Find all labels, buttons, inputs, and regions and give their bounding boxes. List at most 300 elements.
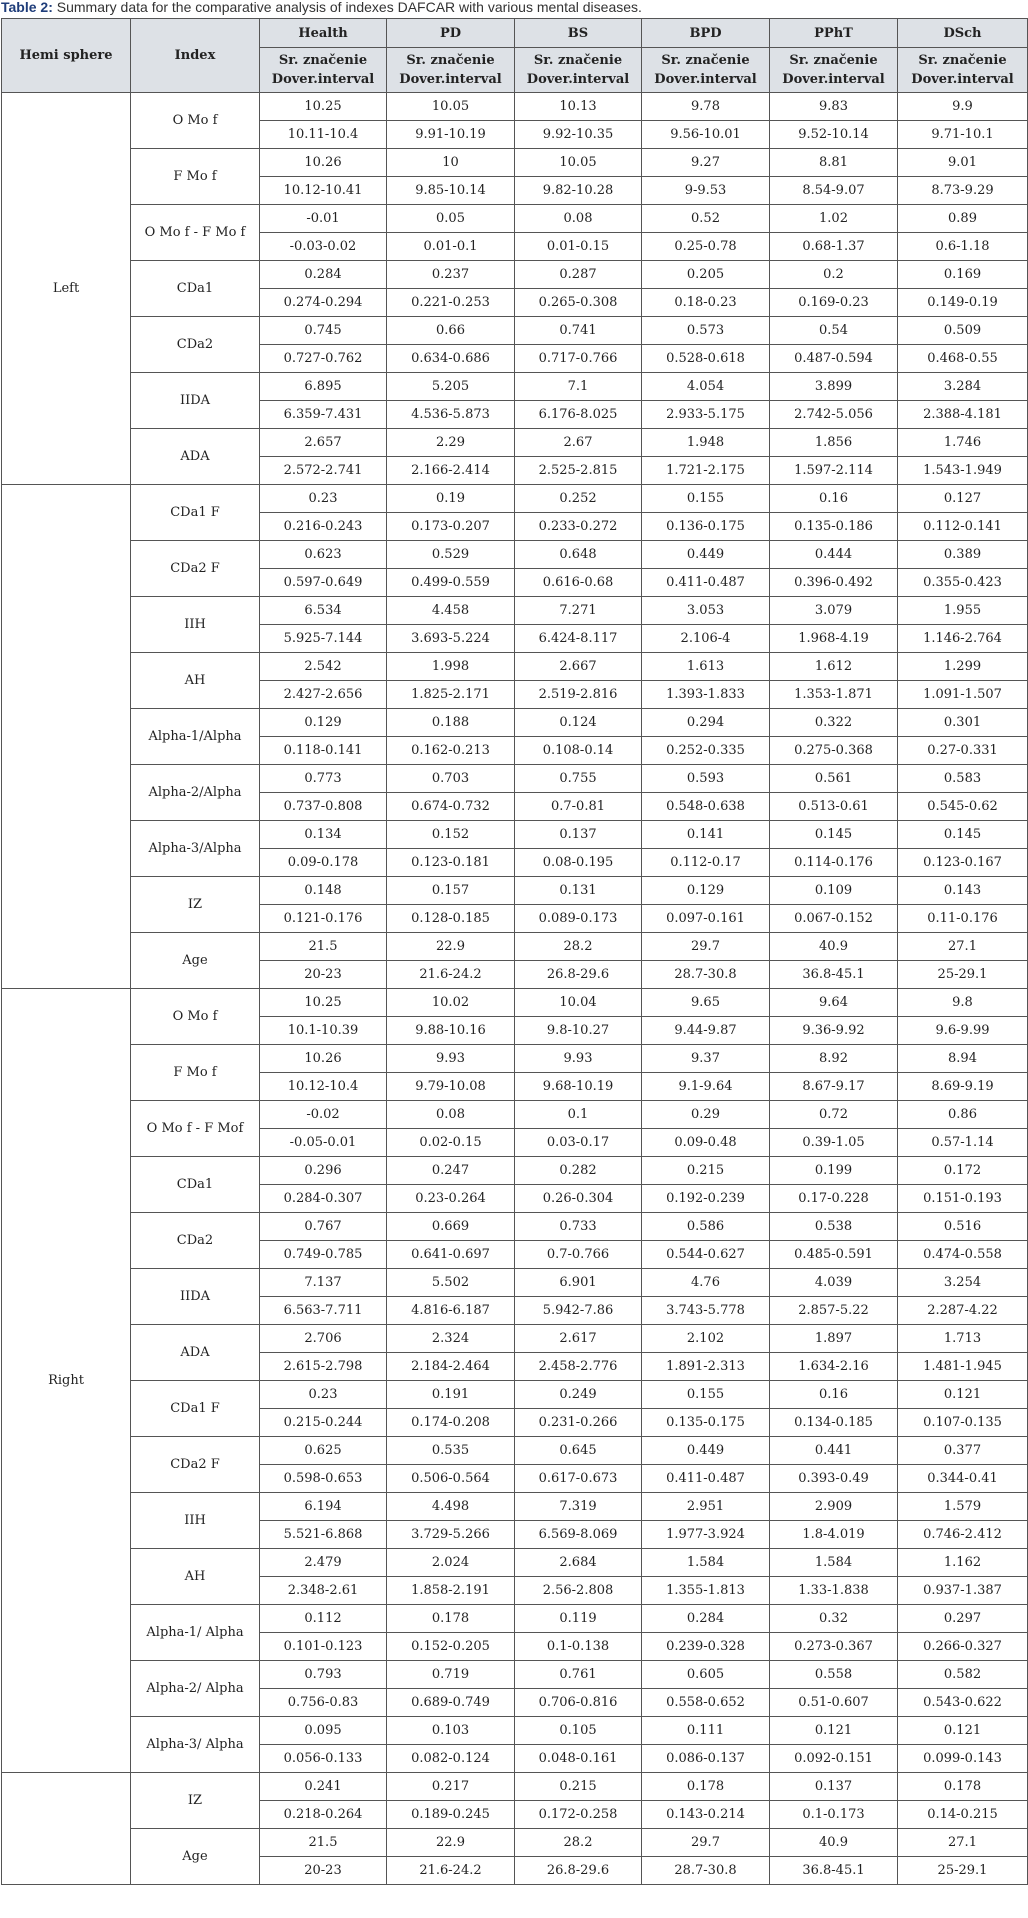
subheader-interval-label: Dover.interval: [271, 72, 375, 87]
mean-value-cell: 1.584: [642, 1549, 770, 1577]
interval-value-cell: 0.7-0.766: [515, 1241, 642, 1269]
mean-value-cell: 0.89: [898, 205, 1028, 233]
mean-value-cell: 0.237: [387, 261, 515, 289]
mean-value-cell: 0.252: [515, 485, 642, 513]
interval-value-cell: 9.79-10.08: [387, 1073, 515, 1101]
interval-value-cell: 0.468-0.55: [898, 345, 1028, 373]
header-column: PPhT: [770, 19, 898, 48]
index-cell: ADA: [131, 429, 260, 485]
interval-value-cell: 0.717-0.766: [515, 345, 642, 373]
interval-value-cell: 9.91-10.19: [387, 121, 515, 149]
interval-value-cell: 9.85-10.14: [387, 177, 515, 205]
interval-value-cell: 0.506-0.564: [387, 1465, 515, 1493]
mean-value-cell: 0.148: [260, 877, 387, 905]
hemisphere-cell: [2, 485, 131, 989]
interval-value-cell: 0.727-0.762: [260, 345, 387, 373]
table-row: [2, 989, 1028, 1017]
interval-value-cell: 0.03-0.17: [515, 1129, 642, 1157]
mean-value-cell: 0.157: [387, 877, 515, 905]
mean-value-cell: 1.299: [898, 653, 1028, 681]
mean-value-cell: 8.92: [770, 1045, 898, 1073]
mean-value-cell: 0.145: [770, 821, 898, 849]
interval-value-cell: 36.8-45.1: [770, 1857, 898, 1885]
interval-value-cell: 0.548-0.638: [642, 793, 770, 821]
interval-value-cell: 26.8-29.6: [515, 1857, 642, 1885]
interval-value-cell: 0.485-0.591: [770, 1241, 898, 1269]
mean-value-cell: 2.102: [642, 1325, 770, 1353]
mean-value-cell: 9.01: [898, 149, 1028, 177]
interval-value-cell: 0.6-1.18: [898, 233, 1028, 261]
table-row: [2, 1773, 1028, 1801]
index-cell: Alpha-3/ Alpha: [131, 1717, 260, 1773]
mean-value-cell: 0.284: [642, 1605, 770, 1633]
mean-value-cell: 0.23: [260, 485, 387, 513]
hemisphere-cell: [2, 1773, 131, 1885]
index-cell: CDa1: [131, 1157, 260, 1213]
interval-value-cell: 2.388-4.181: [898, 401, 1028, 429]
interval-value-cell: 0.689-0.749: [387, 1689, 515, 1717]
mean-value-cell: 0.129: [642, 877, 770, 905]
interval-value-cell: 0.1-0.138: [515, 1633, 642, 1661]
mean-value-cell: 0.755: [515, 765, 642, 793]
mean-value-cell: 0.648: [515, 541, 642, 569]
mean-value-cell: 0.29: [642, 1101, 770, 1129]
mean-value-cell: 0.143: [898, 877, 1028, 905]
table-row: [2, 1213, 1028, 1241]
mean-value-cell: 0.131: [515, 877, 642, 905]
interval-value-cell: 9-9.53: [642, 177, 770, 205]
interval-value-cell: 0.231-0.266: [515, 1409, 642, 1437]
header-column: BPD: [642, 19, 770, 48]
mean-value-cell: 0.141: [642, 821, 770, 849]
table-row: [2, 149, 1028, 177]
subheader-mean-label: Sr. značenie: [661, 53, 750, 68]
mean-value-cell: 0.605: [642, 1661, 770, 1689]
header-subheader: [642, 48, 770, 93]
mean-value-cell: 0.593: [642, 765, 770, 793]
interval-value-cell: 0.737-0.808: [260, 793, 387, 821]
mean-value-cell: 0.761: [515, 1661, 642, 1689]
interval-value-cell: 9.68-10.19: [515, 1073, 642, 1101]
interval-value-cell: 0.114-0.176: [770, 849, 898, 877]
mean-value-cell: 0.169: [898, 261, 1028, 289]
mean-value-cell: 1.856: [770, 429, 898, 457]
subheader-interval-label: Dover.interval: [654, 72, 757, 87]
interval-value-cell: 0.275-0.368: [770, 737, 898, 765]
interval-value-cell: 6.424-8.117: [515, 625, 642, 653]
interval-value-cell: 0.02-0.15: [387, 1129, 515, 1157]
mean-value-cell: 4.458: [387, 597, 515, 625]
interval-value-cell: 0.937-1.387: [898, 1577, 1028, 1605]
mean-value-cell: 2.909: [770, 1493, 898, 1521]
header-column: Health: [260, 19, 387, 48]
index-cell: ADA: [131, 1325, 260, 1381]
interval-value-cell: 9.88-10.16: [387, 1017, 515, 1045]
interval-value-cell: 20-23: [260, 961, 387, 989]
interval-value-cell: 9.1-9.64: [642, 1073, 770, 1101]
interval-value-cell: 4.816-6.187: [387, 1297, 515, 1325]
interval-value-cell: 1.825-2.171: [387, 681, 515, 709]
subheader-mean-label: Sr. značenie: [533, 53, 623, 68]
index-cell: Alpha-3/Alpha: [131, 821, 260, 877]
interval-value-cell: 1.721-2.175: [642, 457, 770, 485]
mean-value-cell: 4.054: [642, 373, 770, 401]
mean-value-cell: 0.32: [770, 1605, 898, 1633]
mean-value-cell: 0.449: [642, 541, 770, 569]
interval-value-cell: 0.39-1.05: [770, 1129, 898, 1157]
interval-value-cell: 0.396-0.492: [770, 569, 898, 597]
interval-value-cell: 0.048-0.161: [515, 1745, 642, 1773]
table-row: [2, 485, 1028, 513]
mean-value-cell: 0.08: [387, 1101, 515, 1129]
mean-value-cell: 0.509: [898, 317, 1028, 345]
mean-value-cell: 0.558: [770, 1661, 898, 1689]
mean-value-cell: 29.7: [642, 933, 770, 961]
interval-value-cell: 6.569-8.069: [515, 1521, 642, 1549]
subheader-interval-label: Dover.interval: [911, 72, 1014, 87]
table-row: [2, 933, 1028, 961]
index-cell: Alpha-2/ Alpha: [131, 1661, 260, 1717]
interval-value-cell: 9.8-10.27: [515, 1017, 642, 1045]
mean-value-cell: 1.613: [642, 653, 770, 681]
interval-value-cell: 21.6-24.2: [387, 961, 515, 989]
interval-value-cell: 9.52-10.14: [770, 121, 898, 149]
mean-value-cell: 0.119: [515, 1605, 642, 1633]
interval-value-cell: 0.152-0.205: [387, 1633, 515, 1661]
mean-value-cell: 10.05: [515, 149, 642, 177]
interval-value-cell: -0.05-0.01: [260, 1129, 387, 1157]
index-cell: Alpha-1/ Alpha: [131, 1605, 260, 1661]
table-row: [2, 1493, 1028, 1521]
mean-value-cell: 1.713: [898, 1325, 1028, 1353]
mean-value-cell: 2.479: [260, 1549, 387, 1577]
mean-value-cell: 3.284: [898, 373, 1028, 401]
mean-value-cell: 0.535: [387, 1437, 515, 1465]
interval-value-cell: 1.634-2.16: [770, 1353, 898, 1381]
interval-value-cell: 0.273-0.367: [770, 1633, 898, 1661]
mean-value-cell: 0.625: [260, 1437, 387, 1465]
table-row: [2, 597, 1028, 625]
interval-value-cell: 8.54-9.07: [770, 177, 898, 205]
mean-value-cell: 0.377: [898, 1437, 1028, 1465]
interval-value-cell: 0.544-0.627: [642, 1241, 770, 1269]
subheader-mean-label: Sr. značenie: [789, 53, 878, 68]
mean-value-cell: 0.773: [260, 765, 387, 793]
interval-value-cell: 0.128-0.185: [387, 905, 515, 933]
interval-value-cell: 28.7-30.8: [642, 961, 770, 989]
interval-value-cell: 21.6-24.2: [387, 1857, 515, 1885]
index-cell: F Mo f: [131, 1045, 260, 1101]
interval-value-cell: 0.143-0.214: [642, 1801, 770, 1829]
mean-value-cell: 4.498: [387, 1493, 515, 1521]
mean-value-cell: 2.951: [642, 1493, 770, 1521]
index-cell: CDa1: [131, 261, 260, 317]
mean-value-cell: 0.741: [515, 317, 642, 345]
interval-value-cell: 0.265-0.308: [515, 289, 642, 317]
mean-value-cell: 9.78: [642, 93, 770, 121]
interval-value-cell: 0.121-0.176: [260, 905, 387, 933]
interval-value-cell: 0.086-0.137: [642, 1745, 770, 1773]
mean-value-cell: 9.93: [515, 1045, 642, 1073]
table-row: [2, 709, 1028, 737]
mean-value-cell: 22.9: [387, 1829, 515, 1857]
index-cell: CDa1 F: [131, 1381, 260, 1437]
interval-value-cell: 2.615-2.798: [260, 1353, 387, 1381]
index-cell: Alpha-1/Alpha: [131, 709, 260, 765]
mean-value-cell: 0.322: [770, 709, 898, 737]
interval-value-cell: 0.674-0.732: [387, 793, 515, 821]
mean-value-cell: 27.1: [898, 933, 1028, 961]
interval-value-cell: 0.101-0.123: [260, 1633, 387, 1661]
table-row: [2, 1605, 1028, 1633]
mean-value-cell: 0.287: [515, 261, 642, 289]
interval-value-cell: 0.411-0.487: [642, 569, 770, 597]
interval-value-cell: 0.543-0.622: [898, 1689, 1028, 1717]
interval-value-cell: 0.499-0.559: [387, 569, 515, 597]
mean-value-cell: 21.5: [260, 933, 387, 961]
header-hemisphere: Hemi sphere: [2, 19, 131, 93]
interval-value-cell: 6.563-7.711: [260, 1297, 387, 1325]
interval-value-cell: 1.858-2.191: [387, 1577, 515, 1605]
interval-value-cell: 0.118-0.141: [260, 737, 387, 765]
interval-value-cell: 0.393-0.49: [770, 1465, 898, 1493]
interval-value-cell: 1.597-2.114: [770, 457, 898, 485]
interval-value-cell: 0.135-0.175: [642, 1409, 770, 1437]
header-column: PD: [387, 19, 515, 48]
interval-value-cell: 5.925-7.144: [260, 625, 387, 653]
interval-value-cell: 9.36-9.92: [770, 1017, 898, 1045]
mean-value-cell: 0.08: [515, 205, 642, 233]
mean-value-cell: 0.582: [898, 1661, 1028, 1689]
interval-value-cell: 0.25-0.78: [642, 233, 770, 261]
mean-value-cell: 0.103: [387, 1717, 515, 1745]
mean-value-cell: 0.444: [770, 541, 898, 569]
mean-value-cell: 22.9: [387, 933, 515, 961]
interval-value-cell: 0.411-0.487: [642, 1465, 770, 1493]
mean-value-cell: 9.64: [770, 989, 898, 1017]
mean-value-cell: 10.05: [387, 93, 515, 121]
interval-value-cell: 0.09-0.178: [260, 849, 387, 877]
interval-value-cell: 0.706-0.816: [515, 1689, 642, 1717]
interval-value-cell: 0.09-0.48: [642, 1129, 770, 1157]
interval-value-cell: 2.458-2.776: [515, 1353, 642, 1381]
interval-value-cell: 0.597-0.649: [260, 569, 387, 597]
table-row: [2, 205, 1028, 233]
mean-value-cell: 40.9: [770, 933, 898, 961]
interval-value-cell: 8.73-9.29: [898, 177, 1028, 205]
mean-value-cell: 2.29: [387, 429, 515, 457]
mean-value-cell: 10.25: [260, 93, 387, 121]
interval-value-cell: 0.174-0.208: [387, 1409, 515, 1437]
interval-value-cell: 0.173-0.207: [387, 513, 515, 541]
interval-value-cell: 10.11-10.4: [260, 121, 387, 149]
table-row: [2, 1269, 1028, 1297]
mean-value-cell: 1.162: [898, 1549, 1028, 1577]
interval-value-cell: 0.169-0.23: [770, 289, 898, 317]
interval-value-cell: 26.8-29.6: [515, 961, 642, 989]
mean-value-cell: 1.948: [642, 429, 770, 457]
interval-value-cell: 2.525-2.815: [515, 457, 642, 485]
interval-value-cell: 0.487-0.594: [770, 345, 898, 373]
mean-value-cell: 0.217: [387, 1773, 515, 1801]
interval-value-cell: 9.71-10.1: [898, 121, 1028, 149]
mean-value-cell: 0.284: [260, 261, 387, 289]
mean-value-cell: 0.16: [770, 1381, 898, 1409]
index-cell: CDa2 F: [131, 1437, 260, 1493]
mean-value-cell: 2.706: [260, 1325, 387, 1353]
interval-value-cell: 4.536-5.873: [387, 401, 515, 429]
interval-value-cell: 5.521-6.868: [260, 1521, 387, 1549]
index-cell: Alpha-2/Alpha: [131, 765, 260, 821]
index-cell: O Mo f - F Mo f: [131, 205, 260, 261]
subheader-interval-label: Dover.interval: [782, 72, 885, 87]
mean-value-cell: 9.9: [898, 93, 1028, 121]
table-body: [2, 93, 1028, 1885]
interval-value-cell: 1.091-1.507: [898, 681, 1028, 709]
interval-value-cell: 0.266-0.327: [898, 1633, 1028, 1661]
table-row: [2, 1325, 1028, 1353]
interval-value-cell: 1.353-1.871: [770, 681, 898, 709]
table-row: [2, 541, 1028, 569]
interval-value-cell: 0.123-0.181: [387, 849, 515, 877]
mean-value-cell: 1.998: [387, 653, 515, 681]
interval-value-cell: 1.543-1.949: [898, 457, 1028, 485]
interval-value-cell: -0.03-0.02: [260, 233, 387, 261]
mean-value-cell: 0.19: [387, 485, 515, 513]
mean-value-cell: 0.16: [770, 485, 898, 513]
mean-value-cell: 0.54: [770, 317, 898, 345]
interval-value-cell: 2.857-5.22: [770, 1297, 898, 1325]
mean-value-cell: 0.586: [642, 1213, 770, 1241]
mean-value-cell: 10.26: [260, 149, 387, 177]
interval-value-cell: 25-29.1: [898, 961, 1028, 989]
mean-value-cell: 0.297: [898, 1605, 1028, 1633]
mean-value-cell: 28.2: [515, 933, 642, 961]
mean-value-cell: 2.024: [387, 1549, 515, 1577]
mean-value-cell: 0.623: [260, 541, 387, 569]
interval-value-cell: 0.7-0.81: [515, 793, 642, 821]
mean-value-cell: 0.178: [898, 1773, 1028, 1801]
interval-value-cell: 0.097-0.161: [642, 905, 770, 933]
interval-value-cell: 0.239-0.328: [642, 1633, 770, 1661]
mean-value-cell: 1.02: [770, 205, 898, 233]
mean-value-cell: 6.534: [260, 597, 387, 625]
interval-value-cell: 0.218-0.264: [260, 1801, 387, 1829]
interval-value-cell: 0.216-0.243: [260, 513, 387, 541]
mean-value-cell: 2.617: [515, 1325, 642, 1353]
interval-value-cell: 0.558-0.652: [642, 1689, 770, 1717]
interval-value-cell: 0.27-0.331: [898, 737, 1028, 765]
mean-value-cell: 3.899: [770, 373, 898, 401]
interval-value-cell: 2.933-5.175: [642, 401, 770, 429]
interval-value-cell: 0.284-0.307: [260, 1185, 387, 1213]
mean-value-cell: 0.247: [387, 1157, 515, 1185]
interval-value-cell: 3.743-5.778: [642, 1297, 770, 1325]
interval-value-cell: 0.617-0.673: [515, 1465, 642, 1493]
index-cell: IIH: [131, 597, 260, 653]
interval-value-cell: 0.355-0.423: [898, 569, 1028, 597]
interval-value-cell: 0.11-0.176: [898, 905, 1028, 933]
mean-value-cell: 0.529: [387, 541, 515, 569]
table-row: [2, 1661, 1028, 1689]
mean-value-cell: 29.7: [642, 1829, 770, 1857]
interval-value-cell: 6.359-7.431: [260, 401, 387, 429]
index-cell: AH: [131, 653, 260, 709]
interval-value-cell: 3.729-5.266: [387, 1521, 515, 1549]
header-index: Index: [131, 19, 260, 93]
mean-value-cell: 0.296: [260, 1157, 387, 1185]
interval-value-cell: 0.23-0.264: [387, 1185, 515, 1213]
index-cell: F Mo f: [131, 149, 260, 205]
interval-value-cell: 28.7-30.8: [642, 1857, 770, 1885]
interval-value-cell: 0.756-0.83: [260, 1689, 387, 1717]
hemisphere-cell: Left: [2, 93, 131, 485]
table-caption: [1, 0, 1021, 16]
interval-value-cell: 2.519-2.816: [515, 681, 642, 709]
interval-value-cell: 2.742-5.056: [770, 401, 898, 429]
mean-value-cell: 0.112: [260, 1605, 387, 1633]
mean-value-cell: 0.215: [642, 1157, 770, 1185]
interval-value-cell: 1.481-1.945: [898, 1353, 1028, 1381]
mean-value-cell: 0.095: [260, 1717, 387, 1745]
interval-value-cell: 0.513-0.61: [770, 793, 898, 821]
interval-value-cell: 3.693-5.224: [387, 625, 515, 653]
mean-value-cell: 6.194: [260, 1493, 387, 1521]
mean-value-cell: 7.137: [260, 1269, 387, 1297]
mean-value-cell: 0.111: [642, 1717, 770, 1745]
interval-value-cell: 0.749-0.785: [260, 1241, 387, 1269]
header-subheader: [770, 48, 898, 93]
table-row: [2, 1101, 1028, 1129]
interval-value-cell: 1.891-2.313: [642, 1353, 770, 1381]
mean-value-cell: 0.72: [770, 1101, 898, 1129]
hemisphere-cell: Right: [2, 989, 131, 1773]
interval-value-cell: 10.12-10.4: [260, 1073, 387, 1101]
mean-value-cell: 0.121: [898, 1381, 1028, 1409]
interval-value-cell: 0.08-0.195: [515, 849, 642, 877]
mean-value-cell: 0.733: [515, 1213, 642, 1241]
mean-value-cell: 0.05: [387, 205, 515, 233]
mean-value-cell: 0.282: [515, 1157, 642, 1185]
mean-value-cell: 0.561: [770, 765, 898, 793]
index-cell: CDa2: [131, 317, 260, 373]
header-subheader: [387, 48, 515, 93]
interval-value-cell: 0.616-0.68: [515, 569, 642, 597]
interval-value-cell: 0.135-0.186: [770, 513, 898, 541]
mean-value-cell: 0.669: [387, 1213, 515, 1241]
interval-value-cell: 0.1-0.173: [770, 1801, 898, 1829]
interval-value-cell: 0.151-0.193: [898, 1185, 1028, 1213]
interval-value-cell: 0.598-0.653: [260, 1465, 387, 1493]
index-cell: CDa2 F: [131, 541, 260, 597]
table-row: [2, 1717, 1028, 1745]
mean-value-cell: 3.053: [642, 597, 770, 625]
mean-value-cell: 0.441: [770, 1437, 898, 1465]
mean-value-cell: 6.901: [515, 1269, 642, 1297]
mean-value-cell: 7.271: [515, 597, 642, 625]
mean-value-cell: 40.9: [770, 1829, 898, 1857]
mean-value-cell: 10.04: [515, 989, 642, 1017]
interval-value-cell: 0.082-0.124: [387, 1745, 515, 1773]
mean-value-cell: 27.1: [898, 1829, 1028, 1857]
interval-value-cell: 2.106-4: [642, 625, 770, 653]
mean-value-cell: 2.657: [260, 429, 387, 457]
mean-value-cell: 1.746: [898, 429, 1028, 457]
index-cell: O Mo f: [131, 989, 260, 1045]
interval-value-cell: 2.166-2.414: [387, 457, 515, 485]
mean-value-cell: 0.155: [642, 485, 770, 513]
mean-value-cell: 0.294: [642, 709, 770, 737]
